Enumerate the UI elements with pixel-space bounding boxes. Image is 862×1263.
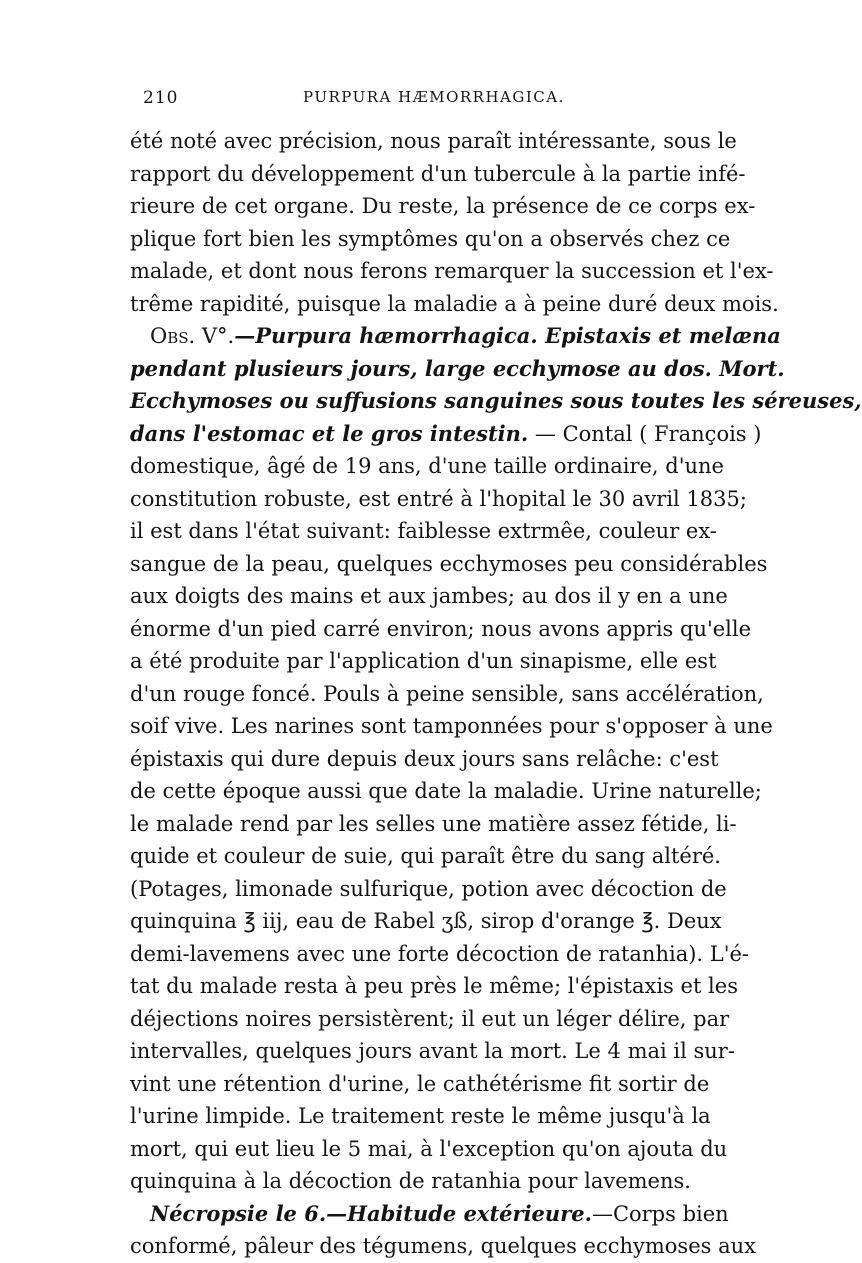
text-line: domestique, âgé de 19 ans, d'une taille ordinaire, d'une (130, 454, 724, 478)
text-line: (Potages, limonade sulfurique, potion avec décoction de (130, 876, 727, 901)
observation-heading (130, 320, 781, 353)
text-line: l'urine limpide. Le traitement reste le même jusqu'à la (130, 1104, 711, 1128)
text-line: rieure de cet organe. Du reste, la présence de ce corps ex- (130, 194, 756, 218)
text-line: quide et couleur de suie, qui paraît être du sang altéré. (130, 844, 721, 868)
text-line: Ecchymoses ou suffusions sanguines sous toutes les séreuses, (130, 388, 862, 413)
text-line: quinquina à la décoction de ratanhia pour lavemens. (130, 1169, 691, 1193)
text-line: trême rapidité, puisque la maladie a à peine duré deux mois. (130, 291, 779, 316)
text-line: sangue de la peau, quelques ecchymoses peu considérables (130, 551, 768, 576)
text-line: d'un rouge foncé. Pouls à peine sensible, sans accélération, (130, 681, 764, 706)
text-line: plique fort bien les symptômes qu'on a observés chez ce (130, 226, 731, 251)
running-head (143, 88, 663, 116)
text-line: il est dans l'état suivant: faiblesse extrmêe, couleur ex- (130, 519, 717, 543)
text-line: a été produite par l'application d'un sinapisme, elle est (130, 649, 717, 673)
text-line: tat du malade resta à peu près le même; l'épistaxis et les (130, 974, 738, 998)
text-line: conformé, pâleur des tégumens, quelques ecchymoses aux (130, 1234, 756, 1258)
text-line: énorme d'un pied carré environ; nous avons appris qu'elle (130, 616, 752, 641)
observation-title: —Purpura hæmorrhagica. Epistaxis et melæna (234, 323, 781, 348)
text-line: quinquina ℥ iij, eau de Rabel ʒß, sirop d'orange ℥. Deux (130, 909, 722, 933)
text-line: déjections noires persistèrent; il eut un léger délire, par (130, 1006, 730, 1031)
text-line: vint une rétention d'urine, le cathétérisme fit sortir de (130, 1071, 710, 1096)
text-line: mort, qui eut lieu le 5 mai, à l'exception qu'on ajouta du (130, 1136, 728, 1161)
necropsy-heading (130, 1198, 729, 1231)
text-line: intervalles, quelques jours avant la mort. Le 4 mai il sur- (130, 1039, 735, 1063)
text-line: de cette époque aussi que date la maladie. Urine naturelle; (130, 779, 762, 803)
text-line (130, 418, 762, 451)
text-line: rapport du développement d'un tubercule à la partie infé- (130, 161, 746, 186)
running-title: PURPURA HÆMORRHAGICA. (303, 88, 565, 106)
text-run: —Corps bien (591, 1201, 729, 1226)
text-line: le malade rend par les selles une matière assez fétide, li- (130, 811, 737, 836)
italic-run: Nécropsie le 6.—Habitude extérieure. (150, 1200, 592, 1226)
text-line: soif vive. Les narines sont tamponnées pour s'opposer à une (130, 714, 773, 738)
italic-run: dans l'estomac et le gros intestin. (130, 420, 529, 446)
text-line: malade, et dont nous ferons remarquer la succession et l'ex- (130, 259, 774, 283)
text-line: aux doigts des mains et aux jambes; au dos il y en a une (130, 584, 728, 608)
text-line: pendant plusieurs jours, large ecchymose au dos. Mort. (130, 355, 785, 381)
patient-name: — Contal ( François ) (528, 421, 762, 446)
text-line: épistaxis qui dure depuis deux jours sans relâche: c'est (130, 746, 719, 771)
text-line: été noté avec précision, nous paraît intéressante, sous le (130, 129, 737, 153)
text-line: demi-lavemens avec une forte décoction de ratanhia). L'é- (130, 941, 750, 966)
page-number: 210 (143, 88, 179, 108)
text-line: constitution robuste, est entré à l'hopital le 30 avril 1835; (130, 486, 747, 511)
observation-label: Obs. V°. (150, 324, 235, 348)
body-text (130, 125, 862, 1263)
